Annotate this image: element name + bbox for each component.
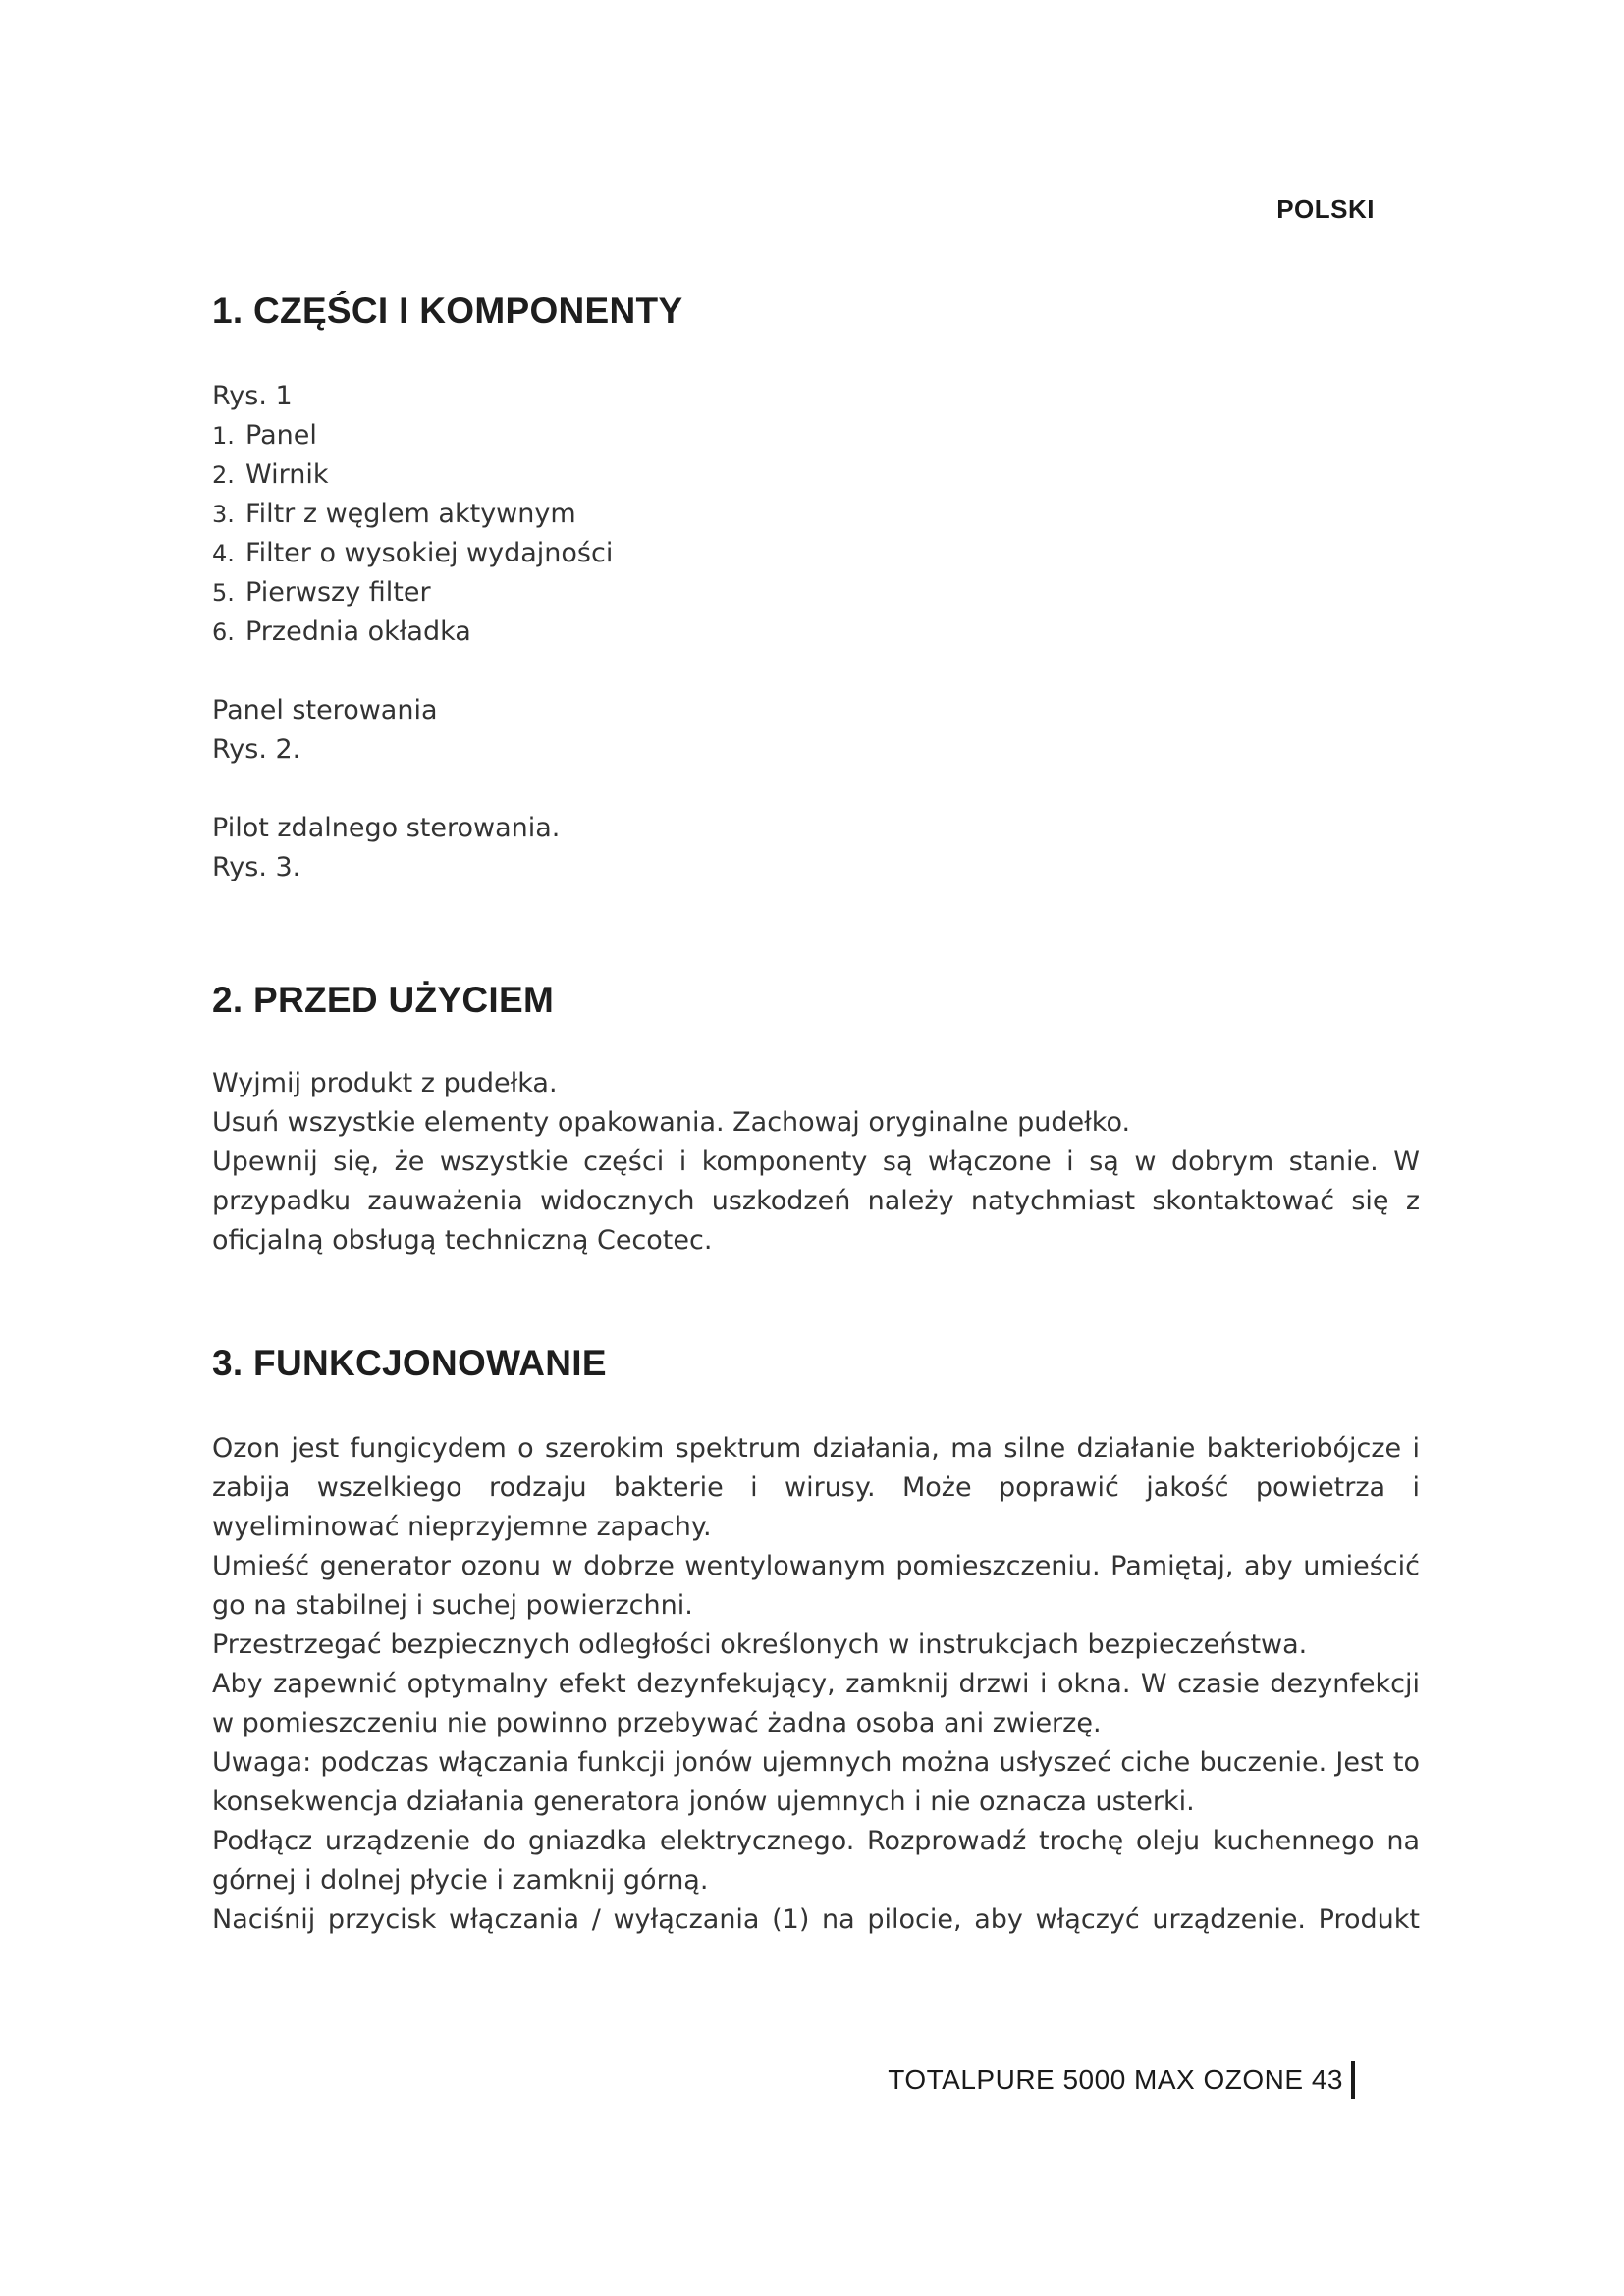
paragraph: Upewnij się, że wszystkie części i komponenty są włączone i są w dobrym stanie. W przypadku zauważenia widocznych uszkodzeń należy natychmiast skontaktować się z oficjalną obsługą techniczną Cecotec. [212, 1147, 1420, 1255]
section-title-operation: 3. FUNKCJONOWANIE [212, 1343, 607, 1383]
figure-ref-3: Rys. 3. [212, 852, 301, 882]
operation-block [212, 1429, 1420, 1940]
section-title-parts: 1. CZĘŚCI I KOMPONENTY [212, 291, 683, 331]
list-item: 3. Filtr z węglem aktywnym [212, 499, 576, 529]
paragraph: Ozon jest fungicydem o szerokim spektrum działania, ma silne działanie bakteriobójcze i zabija wszelkiego rodzaju bakterie i wirusy. Może poprawić jakość powietrza i wyeliminować nieprzyjemne zapachy. [212, 1433, 1420, 1542]
list-item: 5. Pierwszy filter [212, 577, 431, 608]
remote-control-label: Pilot zdalnego sterowania. [212, 813, 561, 843]
list-item: 6. Przednia okładka [212, 616, 471, 647]
figure-ref-2: Rys. 2. [212, 734, 301, 765]
parts-block [212, 377, 1420, 887]
parts-list [212, 416, 1420, 652]
figure-ref-1: Rys. 1 [212, 381, 293, 411]
section-parts [212, 291, 1420, 332]
paragraph: Umieść generator ozonu w dobrze wentylowanym pomieszczeniu. Pamiętaj, aby umieścić go na stabilnej i suchej powierzchni. [212, 1551, 1420, 1621]
paragraph: Przestrzegać bezpiecznych odległości określonych w instrukcjach bezpieczeństwa. [212, 1629, 1308, 1660]
control-panel-label: Panel sterowania [212, 695, 438, 725]
paragraph: Aby zapewnić optymalny efekt dezynfekujący, zamknij drzwi i okna. W czasie dezynfekcji w pomieszczeniu nie powinno przebywać żadna osoba ani zwierzę. [212, 1669, 1420, 1738]
list-item: 4. Filter o wysokiej wydajności [212, 538, 614, 568]
before-use-block [212, 1064, 1420, 1260]
paragraph: Podłącz urządzenie do gniazdka elektrycznego. Rozprowadź trochę oleju kuchennego na górnej i dolnej płycie i zamknij górną. [212, 1826, 1420, 1896]
language-label: POLSKI [1276, 194, 1375, 224]
list-item: 2. Wirnik [212, 459, 329, 490]
paragraph: Wyjmij produkt z pudełka. [212, 1068, 558, 1098]
list-item: 1. Panel [212, 420, 317, 451]
section-before-use [212, 980, 1420, 1021]
section-title-before-use: 2. PRZED UŻYCIEM [212, 980, 555, 1020]
footer-text: TOTALPURE 5000 MAX OZONE 43 [888, 2064, 1343, 2095]
paragraph: Uwaga: podczas włączania funkcji jonów ujemnych można usłyszeć ciche buczenie. Jest to konsekwencja działania generatora jonów ujemnych i nie oznacza usterki. [212, 1747, 1420, 1817]
section-operation [212, 1343, 1420, 1384]
page-footer [888, 2061, 1355, 2099]
paragraph: Usuń wszystkie elementy opakowania. Zachowaj oryginalne pudełko. [212, 1107, 1131, 1138]
paragraph: Naciśnij przycisk włączania / wyłączania (1) na pilocie, aby włączyć urządzenie. Produkt [212, 1904, 1420, 1935]
footer-bar [1351, 2061, 1355, 2099]
